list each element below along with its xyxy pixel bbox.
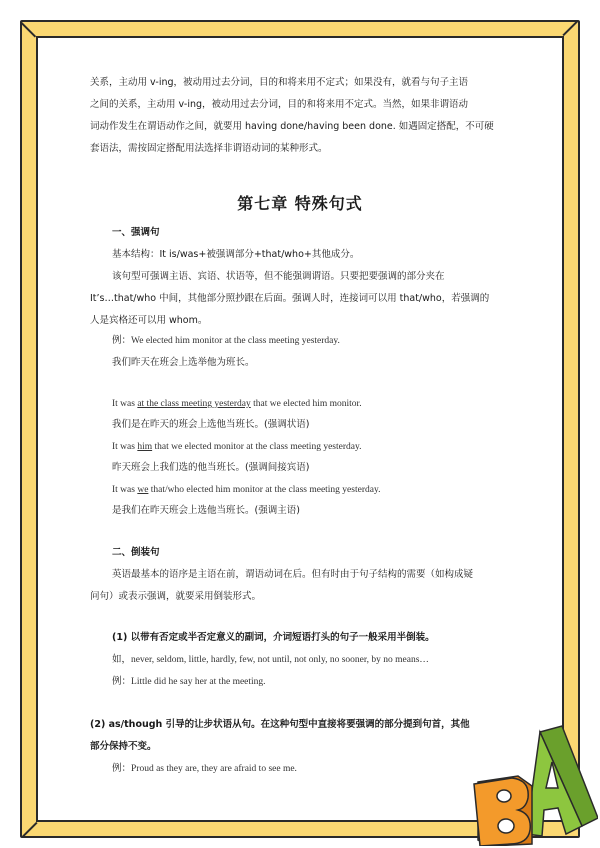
emphasis-example-2 [112,440,361,454]
rule-1-example-label: 例： [112,676,132,687]
emphasis-example-3-cn: 是我们在昨天班会上选他当班长。(强调主语) [112,505,300,516]
letter-a-icon [526,726,598,836]
structure-line: 基本结构：It is/was+被强调部分+that/who+其他成分。 [112,249,360,260]
rule-1-example-line [112,675,266,689]
rule-1: (1) 以带有否定或半否定意义的副词，介词短语打头的句子一般采用半倒装。 [112,632,435,643]
emphasis-example-1-cn: 我们是在昨天的班会上选他当班长。(强调状语) [112,419,310,430]
s2-paragraph-line-2: 问句）或表示强调，就要采用倒装形式。 [90,591,262,602]
rule-2-line-2: 部分保持不变。 [90,741,157,752]
section-1-heading: 一、强调句 [112,227,160,238]
e3-post: that/who elected him monitor at the class meeting yesterday. [148,485,381,495]
e1-emphasized: at the class meeting yesterday [137,399,251,409]
example-line [112,334,340,348]
e2-pre: It was [112,442,138,452]
letter-b-icon [474,776,532,846]
intro-line-3: 词动作发生在谓语动作之间，就要用 having done/having been done. 如遇固定搭配，不可硬 [90,121,494,132]
rule-1-words-label: 如， [112,654,132,665]
example-english: We elected him monitor at the class meeting yesterday. [131,336,340,346]
emphasis-example-1 [112,397,362,411]
s1-paragraph-line-1: 该句型可强调主语、宾语、状语等，但不能强调谓语。只要把要强调的部分夹在 [112,271,445,282]
letter-blocks-illustration [470,722,598,846]
rule-2-example-label: 例： [112,763,132,774]
emphasis-example-2-cn: 昨天班会上我们选的他当班长。(强调间接宾语) [112,462,310,473]
s1-paragraph-line-3: 人是宾格还可以用 whom。 [90,315,208,326]
rule-1-words-line [112,653,429,667]
e1-post: that we elected him monitor. [250,399,362,409]
rule-1-example: Little did he say her at the meeting. [131,677,266,687]
e2-post: that we elected monitor at the class meeting yesterday. [152,442,362,452]
rule-2-line-1: (2) as/though 引导的让步状语从句。在这种句型中直接将要强调的部分提到句首，其他 [90,719,470,730]
emphasis-example-3 [112,483,380,497]
intro-line-1: 关系，主动用 v-ing，被动用过去分词，目的和将来用不定式；如果没有，就看与句子主语 [90,77,469,88]
intro-line-4: 套语法，需按固定搭配用法选择非谓语动词的某种形式。 [90,143,328,154]
s2-paragraph-line-1: 英语最基本的语序是主语在前，谓语动词在后。但有时由于句子结构的需要（如构成疑 [112,569,474,580]
e2-emphasized: him [137,442,153,452]
rule-2-example-line [112,762,297,776]
example-chinese: 我们昨天在班会上选举他为班长。 [112,357,255,368]
rule-2-example: Proud as they are, they are afraid to see me. [131,764,297,774]
e3-emphasized: we [137,485,149,495]
e3-pre: It was [112,485,138,495]
rule-1-words: never, seldom, little, hardly, few, not until, not only, no sooner, by no means… [131,655,429,665]
s1-paragraph-line-2: It’s…that/who 中间，其他部分照抄跟在后面。强调人时，连接词可以用 that/who，若强调的 [90,293,490,304]
chapter-title: 第七章 特殊句式 [237,194,363,213]
example-label: 例： [112,335,132,346]
intro-line-2: 之间的关系，主动用 v-ing，被动用过去分词，目的和将来用不定式。当然，如果非谓语动 [90,99,469,110]
section-2-heading: 二、倒装句 [112,547,160,558]
e1-pre: It was [112,399,138,409]
